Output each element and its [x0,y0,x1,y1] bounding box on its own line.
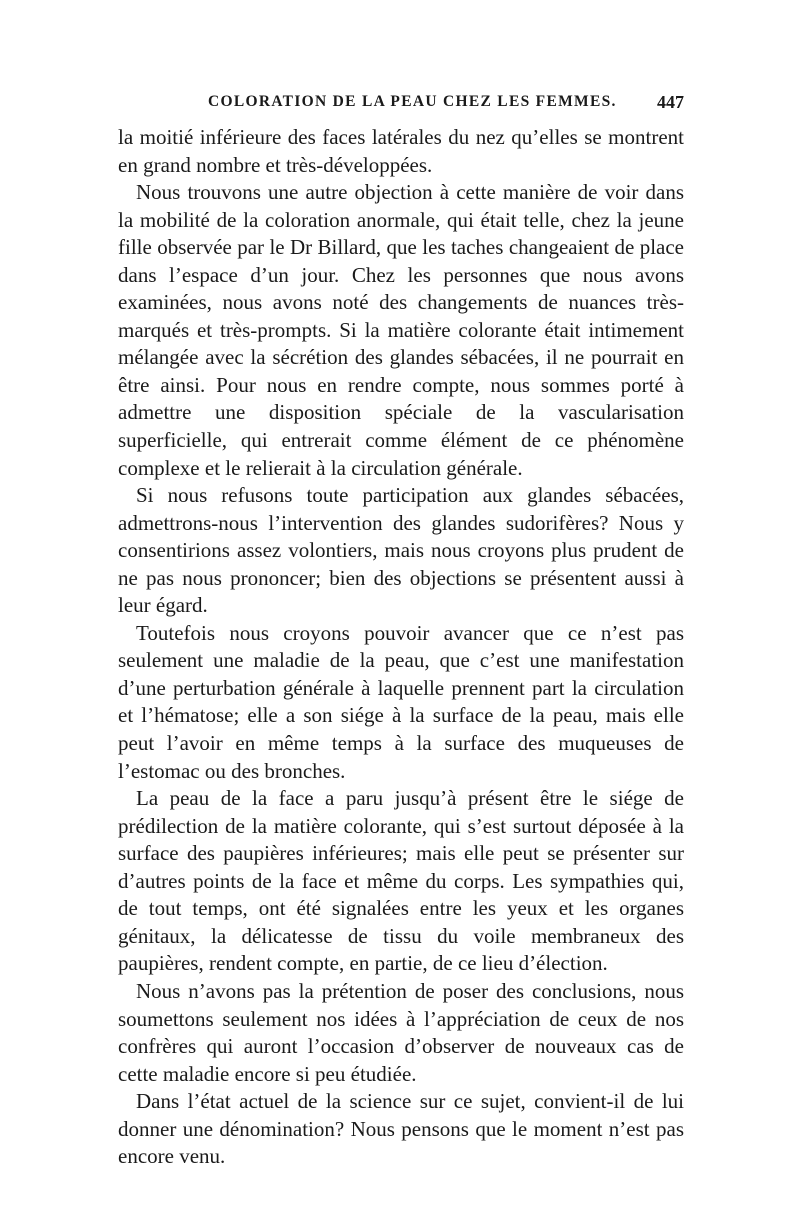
paragraph: La peau de la face a paru jusqu’à présent être le siége de prédilection de la matière colorante, qui s’est surtout déposée à la surface des paupières inférieures; mais elle peut se présenter sur d’autres points de la face et même du corps. Les sympathies qui, de tout temps, ont été signalées entre les yeux et les organes génitaux, la délicatesse de tissu du voile membraneux des paupières, rendent compte, en partie, de ce lieu d’élection. [118,786,684,976]
paragraph-continuation: la moitié inférieure des faces latérales du nez qu’elles se montrent en grand nombre et très-développées. [118,125,684,177]
paragraph: Nous trouvons une autre objection à cette manière de voir dans la mobilité de la coloration anormale, qui était telle, chez la jeune fille observée par le Dr Billard, que les taches changeaient de place dans l’espace d’un jour. Chez les personnes que nous avons examinées, nous avons noté des changements de nuances très-marqués et très-prompts. Si la matière colorante était intimement mélangée avec la sécrétion des glandes sébacées, il ne pourrait en être ainsi. Pour nous en rendre compte, nous sommes porté à admettre une disposition spéciale de la vascularisation superficielle, qui entrerait comme élément de ce phénomène complexe et le relierait à la circulation générale. [118,180,684,480]
page-number: 447 [657,92,684,112]
paragraph: Si nous refusons toute participation aux glandes sébacées, admettrons-nous l’intervention des glandes sudorifères? Nous y consentirions assez volontiers, mais nous croyons plus prudent de ne pas nous prononcer; bien des objections se présentent aussi à leur égard. [118,483,684,618]
paragraph: Dans l’état actuel de la science sur ce sujet, convient-il de lui donner une dénomination? Nous pensons que le moment n’est pas encore venu. [118,1089,684,1169]
paragraph: Nous n’avons pas la prétention de poser des conclusions, nous soumettons seulement nos idées à l’appréciation de ceux de nos confrères qui auront l’occasion d’observer de nouveaux cas de cette maladie encore si peu étudiée. [118,978,684,1086]
running-head: COLORATION DE LA PEAU CHEZ LES FEMMES. [208,93,617,110]
page-header [118,93,684,121]
paragraph: Toutefois nous croyons pouvoir avancer que ce n’est pas seulement une maladie de la peau, que c’est une manifestation d’une perturbation générale à laquelle prennent part la circulation et l’hématose; elle a son siége à la surface de la peau, mais elle peut l’avoir en même temps à la surface des muqueuses de l’estomac ou des bronches. [118,620,684,783]
body-text [118,124,684,1171]
